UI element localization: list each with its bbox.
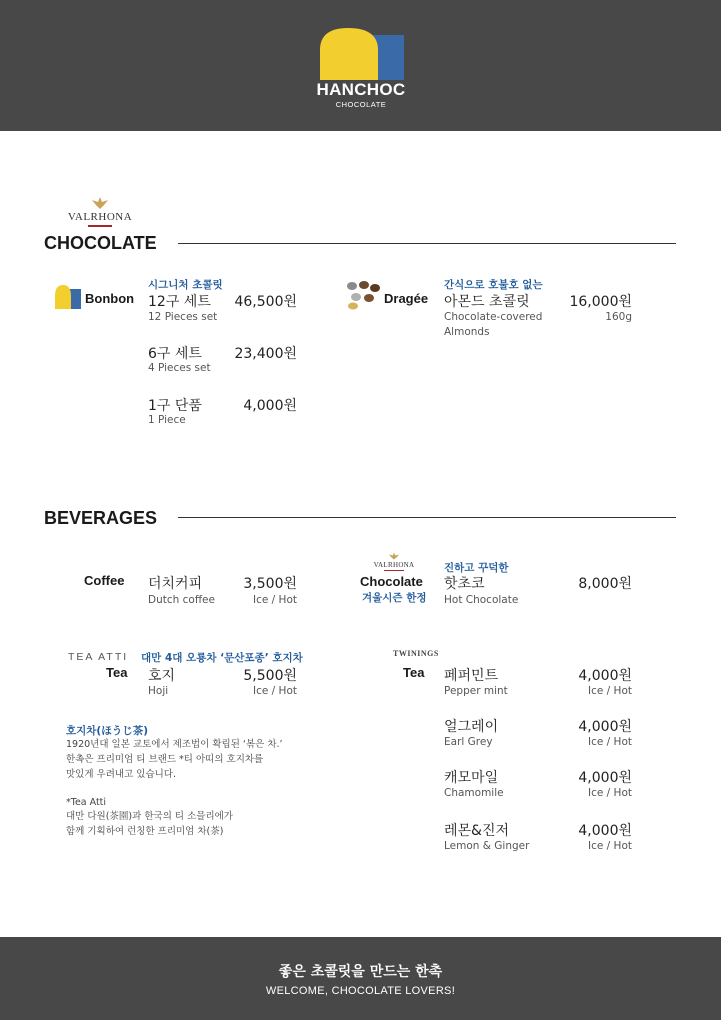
hot-chocolate-price: 8,000원 <box>578 576 632 592</box>
dragee-tag: 간식으로 호불호 없는 <box>444 279 543 291</box>
valrhona-crest-icon <box>90 196 110 210</box>
beverages-divider <box>178 517 676 518</box>
tea-atti-footnote-line: 대만 다원(茶園)과 한국의 티 소믈리에가 <box>66 811 233 822</box>
valrhona-crest-icon <box>388 552 400 560</box>
twinings-item-price: 4,000원 <box>578 823 632 839</box>
bonbon-label: Bonbon <box>85 291 135 306</box>
brand-subtitle: CHOCOLATE <box>335 100 387 109</box>
tea-atti-logo: TEA ATTI <box>68 651 129 663</box>
bonbon-item-price: 46,500원 <box>234 294 297 310</box>
hot-chocolate-season: 겨울시즌 한정 <box>362 592 427 604</box>
hoji-label: Tea <box>106 665 128 680</box>
twinings-item-english: Chamomile <box>444 787 504 799</box>
twinings-item-english: Earl Grey <box>444 736 493 748</box>
coffee-price: 3,500원 <box>243 576 297 592</box>
coffee-label: Coffee <box>84 573 125 588</box>
twinings-item-temp: Ice / Hot <box>588 685 632 697</box>
tea-atti-footnote-title: *Tea Atti <box>66 797 107 808</box>
bonbon-item-name: 6구 세트 <box>148 346 202 362</box>
bonbon-item-english: 1 Piece <box>148 414 186 426</box>
twinings-label: Tea <box>403 665 425 680</box>
bonbon-item-price: 23,400원 <box>234 346 297 362</box>
footer-korean-slogan: 좋은 초콜릿을 만드는 한촉 <box>278 964 443 980</box>
valrhona-logo <box>62 196 138 232</box>
bonbon-item-english: 4 Pieces set <box>148 362 211 374</box>
hoji-note-line: 한촉은 프리미엄 티 브랜드 *티 아띠의 호지차를 <box>66 754 264 765</box>
dragee-english-2: Almonds <box>444 326 490 338</box>
hoji-price: 5,500원 <box>243 668 297 684</box>
twinings-item-name: 페퍼민트 <box>444 668 499 684</box>
hoji-note-title: 호지차(ほうじ茶) <box>66 725 149 737</box>
dragee-english-1: Chocolate-covered <box>444 311 543 323</box>
dragee-name: 아몬드 초콜릿 <box>444 294 530 310</box>
hoji-note-line: 맛있게 우려내고 있습니다. <box>66 769 177 780</box>
bonbon-item-price: 4,000원 <box>243 398 297 414</box>
bonbon-item-name: 12구 세트 <box>148 294 211 310</box>
bonbon-item-name: 1구 단품 <box>148 398 202 414</box>
hot-chocolate-label: Chocolate <box>360 574 423 589</box>
hot-chocolate-tag: 진하고 꾸덕한 <box>444 562 509 574</box>
twinings-item-name: 캐모마일 <box>444 770 499 786</box>
footer-english-slogan: WELCOME, CHOCOLATE LOVERS! <box>265 985 456 997</box>
coffee-english: Dutch coffee <box>148 594 215 606</box>
twinings-item-name: 얼그레이 <box>444 719 499 735</box>
twinings-item-price: 4,000원 <box>578 770 632 786</box>
chocolate-divider <box>178 243 676 244</box>
twinings-item-temp: Ice / Hot <box>588 787 632 799</box>
hoji-name: 호지 <box>148 668 176 684</box>
coffee-temp: Ice / Hot <box>253 594 297 606</box>
valrhona-small-underline <box>384 570 404 571</box>
twinings-item-price: 4,000원 <box>578 668 632 684</box>
dragee-weight: 160g <box>605 311 632 323</box>
twinings-item-english: Lemon & Ginger <box>444 840 530 852</box>
twinings-item-name: 레몬&진저 <box>444 823 510 839</box>
twinings-item-price: 4,000원 <box>578 719 632 735</box>
chocolate-section-title: CHOCOLATE <box>44 233 157 253</box>
tea-atti-footnote-line: 함께 기획하여 런칭한 프리미엄 차(茶) <box>66 826 224 837</box>
bonbon-icon <box>54 284 82 310</box>
hoji-tag: 대만 4대 오룡차 ‘문산포종’ 호지차 <box>141 652 303 664</box>
twinings-item-temp: Ice / Hot <box>588 736 632 748</box>
valrhona-small-logo-text: VALRHONA <box>373 561 415 569</box>
header <box>0 0 721 131</box>
beverages-section-title: BEVERAGES <box>44 508 158 528</box>
valrhona-logo-text: VALRHONA <box>67 211 133 223</box>
bonbon-tag: 시그니처 초콜릿 <box>148 279 223 291</box>
twinings-logo: TWININGS <box>393 649 439 658</box>
bonbon-item-english: 12 Pieces set <box>148 311 218 323</box>
twinings-item-english: Pepper mint <box>444 685 508 697</box>
hoji-english: Hoji <box>148 685 169 697</box>
hanchoc-logo-icon <box>318 26 406 82</box>
hoji-note-line: 1920년대 일본 교토에서 제조법이 확립된 ‘볶은 차.’ <box>66 739 283 750</box>
hot-chocolate-english: Hot Chocolate <box>444 594 519 606</box>
footer <box>0 937 721 1020</box>
dragee-label: Dragée <box>384 291 429 306</box>
brand-name: HANCHOC <box>316 80 406 99</box>
almond-dragee-icon <box>344 278 382 310</box>
twinings-item-temp: Ice / Hot <box>588 840 632 852</box>
dragee-price: 16,000원 <box>569 294 632 310</box>
valrhona-underline <box>88 225 112 227</box>
hoji-temp: Ice / Hot <box>253 685 297 697</box>
hot-chocolate-name: 핫초코 <box>444 576 485 592</box>
coffee-name: 더치커피 <box>148 576 203 592</box>
